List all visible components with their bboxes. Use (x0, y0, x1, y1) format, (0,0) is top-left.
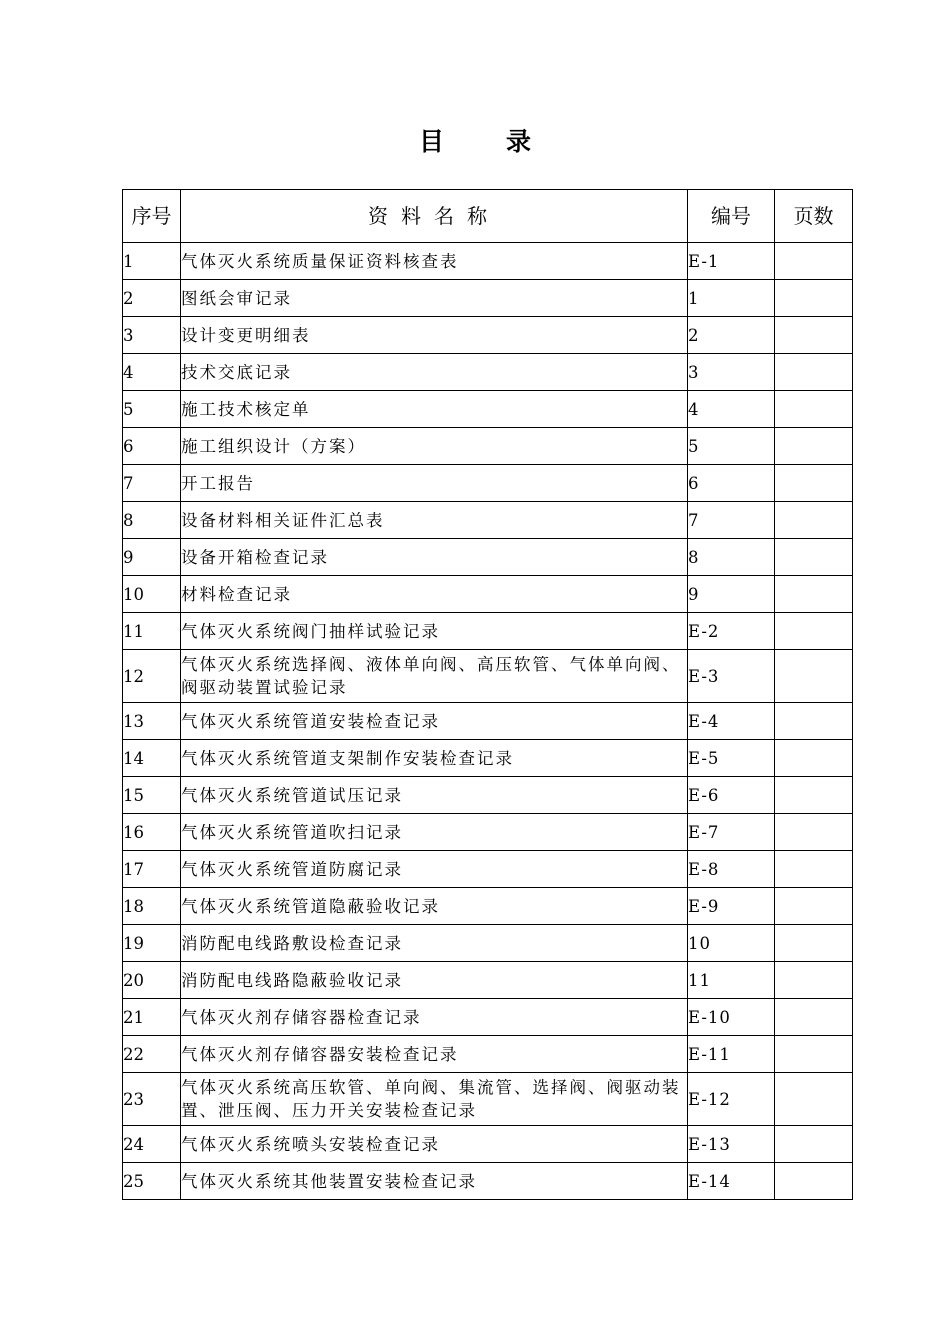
toc-table (122, 189, 853, 1200)
cell-seq: 17 (123, 851, 181, 888)
header-name: 资料名称 (181, 190, 688, 243)
page-title-left: 目 (418, 127, 444, 156)
cell-code: 1 (688, 280, 775, 317)
cell-code: E-7 (688, 814, 775, 851)
cell-seq: 25 (123, 1163, 181, 1200)
cell-name: 气体灭火剂存储容器安装检查记录 (181, 1036, 688, 1073)
cell-code: E-11 (688, 1036, 775, 1073)
cell-seq: 2 (123, 280, 181, 317)
cell-name: 气体灭火系统阀门抽样试验记录 (181, 613, 688, 650)
cell-name: 气体灭火系统其他装置安装检查记录 (181, 1163, 688, 1200)
table-row (123, 1126, 853, 1163)
cell-pages (775, 650, 853, 703)
cell-pages (775, 391, 853, 428)
table-row (123, 650, 853, 703)
table-row (123, 502, 853, 539)
cell-name: 设备开箱检查记录 (181, 539, 688, 576)
cell-pages (775, 428, 853, 465)
cell-code: E-8 (688, 851, 775, 888)
cell-pages (775, 999, 853, 1036)
table-row (123, 391, 853, 428)
cell-code: E-1 (688, 243, 775, 280)
table-row (123, 576, 853, 613)
cell-seq: 11 (123, 613, 181, 650)
table-row (123, 851, 853, 888)
cell-name: 施工技术核定单 (181, 391, 688, 428)
cell-seq: 10 (123, 576, 181, 613)
cell-pages (775, 777, 853, 814)
cell-seq: 15 (123, 777, 181, 814)
cell-code: E-12 (688, 1073, 775, 1126)
table-row (123, 740, 853, 777)
cell-name: 气体灭火系统选择阀、液体单向阀、高压软管、气体单向阀、阀驱动装置试验记录 (181, 650, 688, 703)
table-row (123, 243, 853, 280)
cell-code: E-3 (688, 650, 775, 703)
cell-name: 开工报告 (181, 465, 688, 502)
table-row (123, 613, 853, 650)
header-code: 编号 (688, 190, 775, 243)
cell-pages (775, 613, 853, 650)
table-header-row (123, 190, 853, 243)
cell-name: 气体灭火系统管道支架制作安装检查记录 (181, 740, 688, 777)
cell-pages (775, 1073, 853, 1126)
cell-code: 3 (688, 354, 775, 391)
cell-code: 5 (688, 428, 775, 465)
cell-seq: 13 (123, 703, 181, 740)
page-title (0, 122, 950, 158)
table-row (123, 999, 853, 1036)
cell-name: 气体灭火系统管道防腐记录 (181, 851, 688, 888)
cell-name: 气体灭火系统管道隐蔽验收记录 (181, 888, 688, 925)
cell-pages (775, 576, 853, 613)
table-row (123, 814, 853, 851)
cell-pages (775, 1126, 853, 1163)
cell-code: 9 (688, 576, 775, 613)
cell-pages (775, 740, 853, 777)
header-pages: 页数 (775, 190, 853, 243)
cell-pages (775, 703, 853, 740)
table-row (123, 703, 853, 740)
cell-seq: 8 (123, 502, 181, 539)
cell-code: 11 (688, 962, 775, 999)
cell-seq: 5 (123, 391, 181, 428)
toc-body (123, 243, 853, 1200)
cell-pages (775, 888, 853, 925)
cell-name: 技术交底记录 (181, 354, 688, 391)
cell-name: 气体灭火系统喷头安装检查记录 (181, 1126, 688, 1163)
cell-seq: 23 (123, 1073, 181, 1126)
page-title-right: 录 (506, 127, 532, 156)
cell-seq: 3 (123, 317, 181, 354)
cell-pages (775, 962, 853, 999)
cell-name: 气体灭火系统管道吹扫记录 (181, 814, 688, 851)
cell-pages (775, 851, 853, 888)
cell-seq: 12 (123, 650, 181, 703)
cell-code: E-14 (688, 1163, 775, 1200)
table-row (123, 539, 853, 576)
cell-name: 气体灭火剂存储容器检查记录 (181, 999, 688, 1036)
cell-code: E-10 (688, 999, 775, 1036)
cell-pages (775, 465, 853, 502)
table-row (123, 1036, 853, 1073)
cell-code: E-6 (688, 777, 775, 814)
cell-name: 图纸会审记录 (181, 280, 688, 317)
table-row (123, 888, 853, 925)
cell-pages (775, 925, 853, 962)
cell-code: 10 (688, 925, 775, 962)
cell-pages (775, 354, 853, 391)
cell-code: E-9 (688, 888, 775, 925)
cell-seq: 16 (123, 814, 181, 851)
cell-code: 2 (688, 317, 775, 354)
cell-name: 消防配电线路隐蔽验收记录 (181, 962, 688, 999)
cell-code: 8 (688, 539, 775, 576)
table-row (123, 317, 853, 354)
table-row (123, 428, 853, 465)
table-row (123, 962, 853, 999)
cell-name: 气体灭火系统管道安装检查记录 (181, 703, 688, 740)
cell-code: E-4 (688, 703, 775, 740)
table-row (123, 1073, 853, 1126)
cell-name: 气体灭火系统高压软管、单向阀、集流管、选择阀、阀驱动装置、泄压阀、压力开关安装检查记录 (181, 1073, 688, 1126)
cell-pages (775, 317, 853, 354)
table-row (123, 1163, 853, 1200)
cell-name: 设备材料相关证件汇总表 (181, 502, 688, 539)
cell-code: E-2 (688, 613, 775, 650)
cell-seq: 1 (123, 243, 181, 280)
cell-seq: 7 (123, 465, 181, 502)
cell-name: 消防配电线路敷设检查记录 (181, 925, 688, 962)
cell-seq: 9 (123, 539, 181, 576)
cell-seq: 6 (123, 428, 181, 465)
table-row (123, 354, 853, 391)
cell-pages (775, 280, 853, 317)
cell-pages (775, 1036, 853, 1073)
cell-name: 气体灭火系统质量保证资料核查表 (181, 243, 688, 280)
cell-seq: 20 (123, 962, 181, 999)
cell-seq: 14 (123, 740, 181, 777)
cell-seq: 19 (123, 925, 181, 962)
cell-name: 设计变更明细表 (181, 317, 688, 354)
table-row (123, 280, 853, 317)
table-row (123, 777, 853, 814)
cell-seq: 24 (123, 1126, 181, 1163)
cell-seq: 22 (123, 1036, 181, 1073)
cell-code: 7 (688, 502, 775, 539)
cell-code: 6 (688, 465, 775, 502)
cell-code: 4 (688, 391, 775, 428)
cell-name: 气体灭火系统管道试压记录 (181, 777, 688, 814)
cell-pages (775, 814, 853, 851)
cell-seq: 21 (123, 999, 181, 1036)
cell-pages (775, 1163, 853, 1200)
cell-seq: 4 (123, 354, 181, 391)
table-row (123, 465, 853, 502)
cell-code: E-5 (688, 740, 775, 777)
cell-pages (775, 243, 853, 280)
cell-pages (775, 502, 853, 539)
header-seq: 序号 (123, 190, 181, 243)
cell-seq: 18 (123, 888, 181, 925)
cell-name: 施工组织设计（方案） (181, 428, 688, 465)
table-row (123, 925, 853, 962)
cell-name: 材料检查记录 (181, 576, 688, 613)
cell-pages (775, 539, 853, 576)
cell-code: E-13 (688, 1126, 775, 1163)
